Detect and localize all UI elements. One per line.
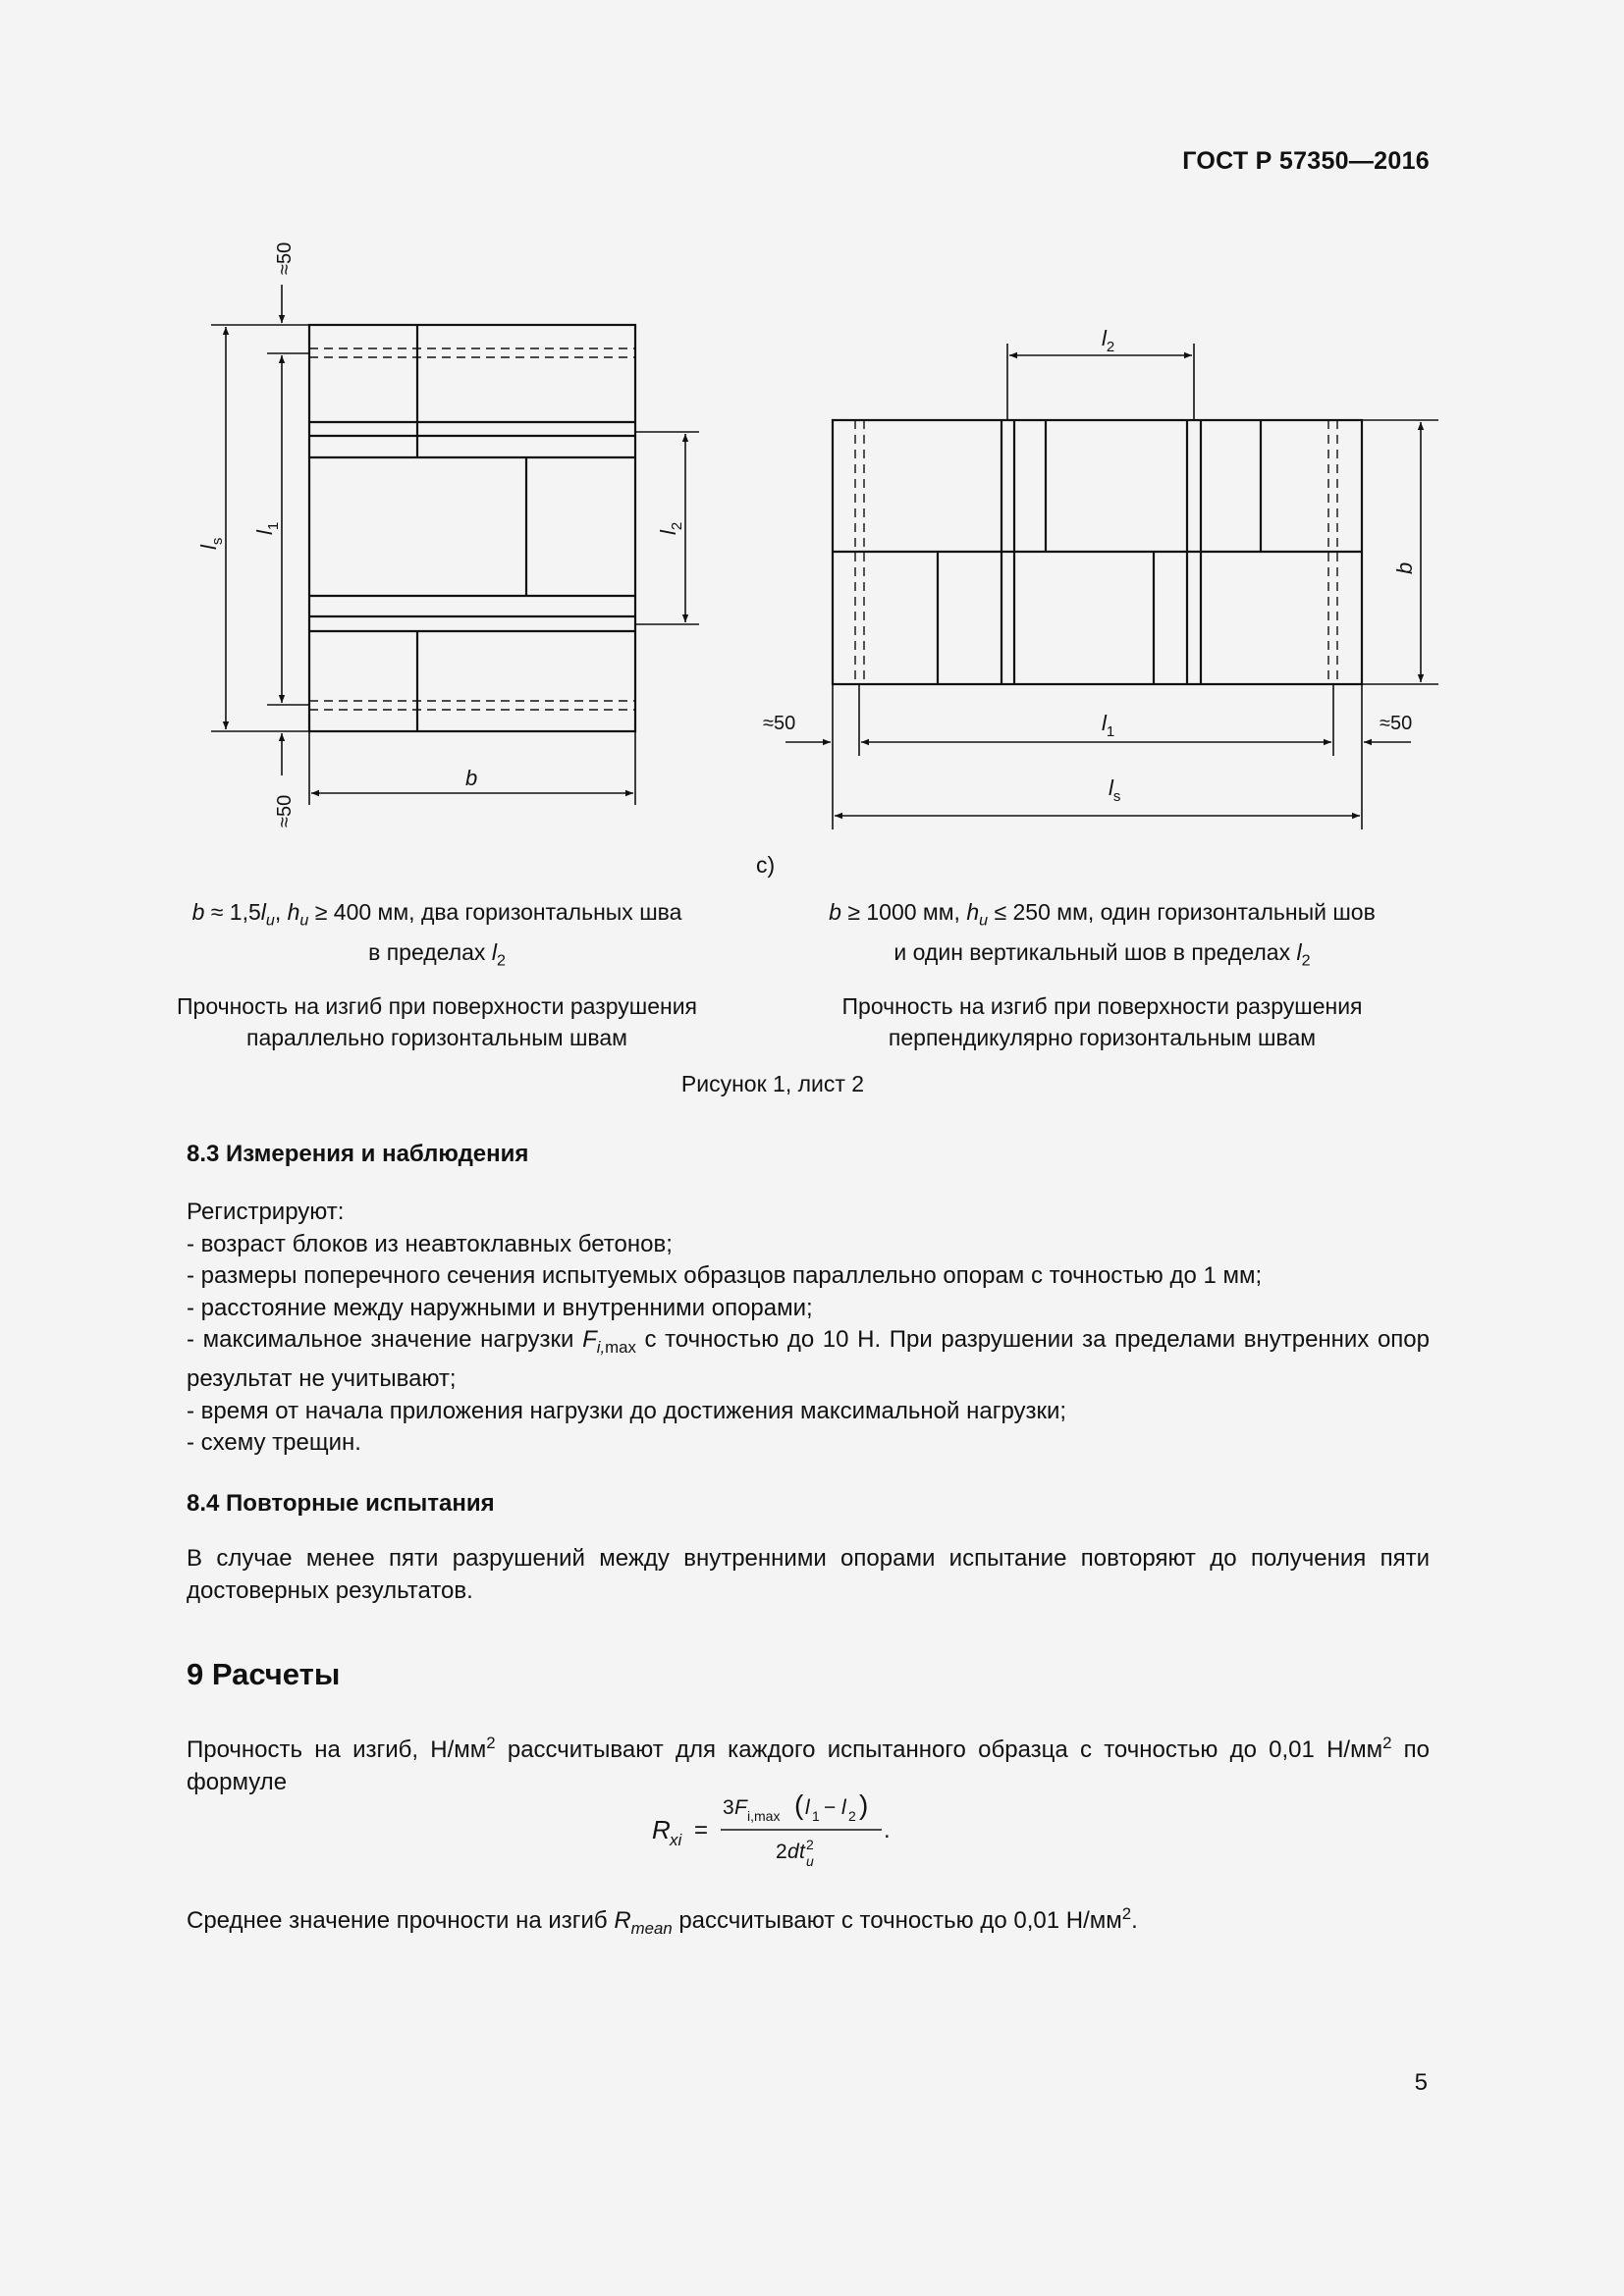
svg-text:F: F [734, 1796, 747, 1819]
list-item: - максимальное значение нагрузки $F_{i,max}$ с точностью до 10 Н. При разрушении за пределами внутренних опор результат не учитывают; [187, 1326, 1430, 1393]
list-item: - расстояние между наружными и внутренними опорами; [187, 1294, 813, 1321]
left-dim-ls: $l_s$ [196, 537, 226, 550]
left-dim-top-50: ≈50 [274, 241, 296, 275]
right-dim-right-50: ≈50 [1380, 713, 1413, 734]
left-dim-b: b [465, 766, 478, 790]
left-dim-bottom-50: ≈50 [274, 794, 296, 828]
left-wall-drawing [309, 325, 635, 731]
right-dim-ls: $l_s$ [1109, 775, 1121, 805]
section-8-3-body [118, 1197, 1430, 1460]
svg-text:): ) [859, 1789, 869, 1820]
page-number: 5 [1414, 2069, 1428, 2096]
svg-text:d: d [787, 1841, 799, 1863]
svg-text:−: − [824, 1796, 837, 1819]
svg-text:t: t [799, 1841, 805, 1863]
list-item: - схему трещин. [187, 1429, 361, 1457]
right-dim-l1: $l_1$ [1102, 711, 1115, 740]
right-dim-left-50: ≈50 [763, 713, 796, 734]
figure-caption: Рисунок 1, лист 2 [680, 1071, 865, 1096]
right-dim-l2: $l_2$ [1102, 326, 1115, 355]
svg-text:i,max: i,max [747, 1808, 781, 1824]
right-condition-caption: b ≥ 1000 мм, $h_u \le 250$ мм, один горизонтальный шов и один вертикальный шов в пределах $l_2$ [829, 899, 1376, 970]
svg-text:.: . [884, 1817, 891, 1843]
svg-text:2: 2 [776, 1841, 787, 1863]
left-dim-l1: $l_1$ [252, 521, 282, 535]
mean-strength-paragraph: Среднее значение прочности на изгиб $R_{mean}$ рассчитывают с точностью до 0,01 $Н/мм^2$. [187, 1904, 1138, 1938]
left-dim-l2: $l_2$ [656, 521, 685, 535]
left-dimension-labels [196, 242, 685, 828]
list-item: - размеры поперечного сечения испытуемых образцов параллельно опорам с точностью до 1 мм; [187, 1262, 1263, 1289]
section-9-body: Прочность на изгиб, $Н/мм^2$ рассчитывают для каждого испытанного образца с точностью до 0,01 $Н/мм^2$ по формуле [187, 1734, 1431, 1795]
left-dimension-lines [211, 285, 699, 805]
svg-text:u: u [806, 1853, 814, 1869]
svg-text:l: l [841, 1796, 846, 1819]
svg-text:=: = [694, 1817, 709, 1843]
right-strength-caption: Прочность на изгиб при поверхности разрушения перпендикулярно горизонтальным швам [841, 993, 1363, 1050]
section-8-4-heading: 8.4 Повторные испытания [187, 1490, 495, 1517]
svg-text:xi: xi [670, 1831, 682, 1849]
section-9-heading: 9 Расчеты [187, 1657, 341, 1691]
svg-text:2: 2 [848, 1808, 856, 1824]
figure-sub-label: c) [756, 852, 776, 878]
figure-drawings [0, 0, 1624, 883]
right-dim-b: b [1392, 561, 1417, 574]
right-dimension-labels [763, 326, 1417, 805]
section-8-3-heading: 8.3 Измерения и наблюдения [187, 1141, 529, 1167]
strength-formula [650, 1785, 905, 1873]
svg-text:3: 3 [723, 1796, 734, 1819]
right-wall-drawing [833, 420, 1362, 684]
right-dimension-lines [785, 344, 1438, 829]
svg-text:(: ( [794, 1789, 804, 1820]
document-header-title: ГОСТ Р 57350—2016 [1182, 147, 1430, 175]
left-support-dashed-lines [309, 348, 635, 710]
left-strength-caption: Прочность на изгиб при поверхности разрушения параллельно горизонтальным швам [177, 993, 697, 1050]
svg-text:2: 2 [806, 1837, 814, 1852]
svg-text:l: l [805, 1796, 810, 1819]
svg-text:R: R [652, 1815, 671, 1844]
list-item: - возраст блоков из неавтоклавных бетонов; [187, 1230, 673, 1257]
left-condition-caption: $b \approx 1,5l_u$, $h_u \ge 400$ мм, два горизонтальных шва в пределах $l_2$ [191, 899, 682, 970]
list-item: - время от начала приложения нагрузки до достижения максимальной нагрузки; [187, 1397, 1067, 1424]
section-8-4-body: В случае менее пяти разрушений между внутренними опорами испытание повторяют до получения пяти достоверных результатов. [187, 1545, 1430, 1604]
svg-text:1: 1 [812, 1808, 820, 1824]
registration-intro: Регистрируют: [187, 1199, 345, 1225]
